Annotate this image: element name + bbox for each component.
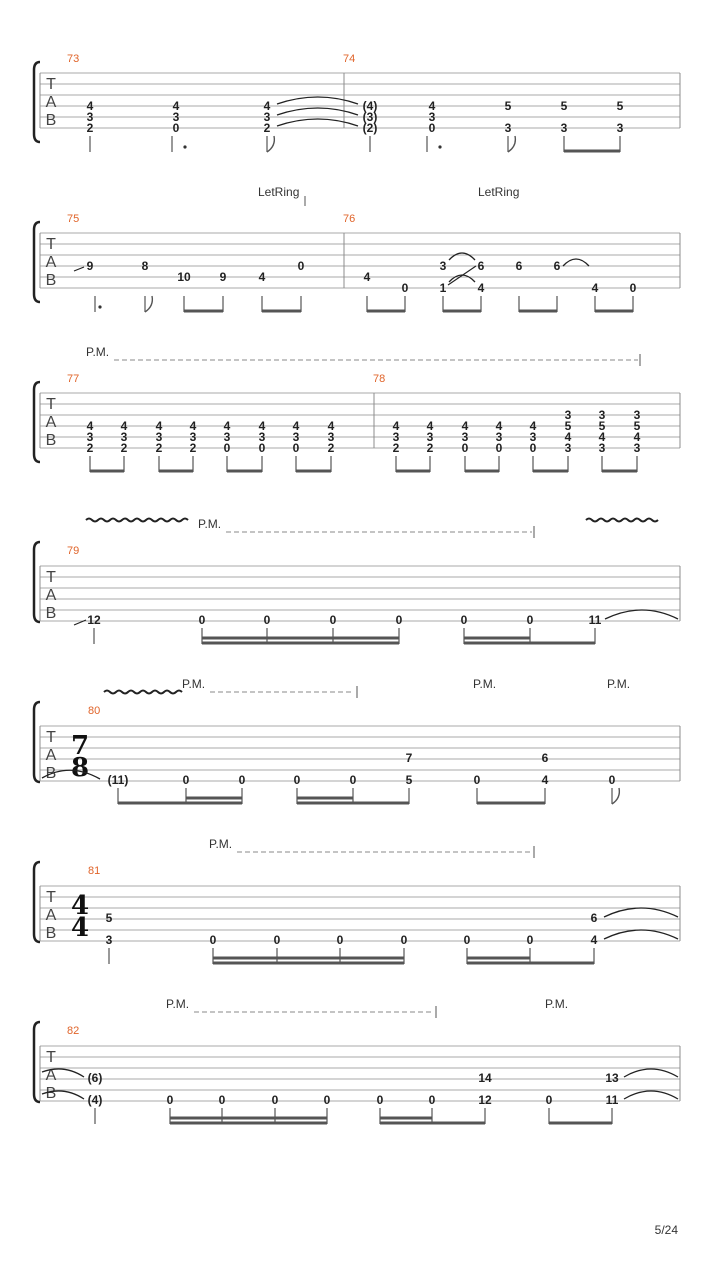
palm-mute-label: P.M. <box>607 677 631 691</box>
fret-number: 5 <box>504 99 512 113</box>
fret-number: 6 <box>541 751 549 765</box>
tab-clef-a: A <box>45 747 57 764</box>
tie <box>277 119 358 126</box>
fret-number: 4 <box>426 419 434 433</box>
system-5 <box>34 677 680 804</box>
fret-number: 0 <box>495 441 503 455</box>
measure-number: 78 <box>373 373 386 385</box>
let-ring-label: LetRing <box>258 185 300 199</box>
fret-number: 5 <box>105 911 113 925</box>
fret-number: 7 <box>405 751 413 765</box>
fret-number: 3 <box>633 408 641 422</box>
fret-number: 0 <box>629 281 637 295</box>
measure-number: 82 <box>67 1025 80 1037</box>
fret-number: 0 <box>401 281 409 295</box>
fret-number: 6 <box>590 911 598 925</box>
fret-number: 0 <box>297 259 305 273</box>
tab-clef-b: B <box>45 925 57 942</box>
fret-number: 2 <box>189 441 197 455</box>
rhythm-stems <box>118 788 619 804</box>
measure-number: 77 <box>67 373 80 385</box>
tab-clef-b: B <box>45 272 57 289</box>
palm-mute-label: P.M. <box>182 677 206 691</box>
tab-clef-a: A <box>45 1067 57 1084</box>
fret-number: (2) <box>362 121 378 135</box>
fret-number: 4 <box>258 419 266 433</box>
measure-number: 73 <box>67 53 80 65</box>
fret-number: 4 <box>633 430 641 444</box>
fret-number: (11) <box>107 773 129 787</box>
fret-number: 3 <box>598 408 606 422</box>
fret-number: 4 <box>172 99 180 113</box>
fret-number: 6 <box>553 259 561 273</box>
fret-number: 9 <box>86 259 94 273</box>
tab-clef-t: T <box>46 569 56 586</box>
system-2 <box>34 185 680 312</box>
fret-number: 0 <box>292 441 300 455</box>
time-signature-bottom: 4 <box>70 913 90 943</box>
fret-number: 0 <box>349 773 357 787</box>
tab-clef-a: A <box>45 94 57 111</box>
palm-mute-label: P.M. <box>473 677 497 691</box>
fret-number: 3 <box>155 430 163 444</box>
fret-number: 0 <box>223 441 231 455</box>
tab-clef-b: B <box>45 1085 57 1102</box>
tie <box>277 108 358 115</box>
fret-number: 0 <box>526 613 534 627</box>
fret-number: 0 <box>428 121 436 135</box>
fret-number: 4 <box>428 99 436 113</box>
fret-number: 4 <box>392 419 400 433</box>
tab-staff <box>40 566 680 621</box>
fret-number: 0 <box>460 613 468 627</box>
measure-number: 74 <box>343 53 356 65</box>
fret-number: 0 <box>329 613 337 627</box>
rhythm-stems <box>109 948 594 964</box>
fret-number: 4 <box>529 419 537 433</box>
fret-number: 3 <box>633 441 641 455</box>
fret-number: 9 <box>219 270 227 284</box>
fret-number: 3 <box>263 110 271 124</box>
fret-number: 3 <box>327 430 335 444</box>
fret-number: 6 <box>515 259 523 273</box>
fret-number: 4 <box>120 419 128 433</box>
fret-number: 5 <box>564 419 572 433</box>
fret-number: 3 <box>189 430 197 444</box>
palm-mute-label: P.M. <box>209 837 233 851</box>
fret-number: 4 <box>461 419 469 433</box>
fret-number: 2 <box>86 441 94 455</box>
tab-clef-t: T <box>46 76 56 93</box>
fret-number: 2 <box>426 441 434 455</box>
fret-number: 3 <box>172 110 180 124</box>
time-signature-bottom: 8 <box>70 753 90 783</box>
fret-number: 0 <box>461 441 469 455</box>
tab-clef-t: T <box>46 236 56 253</box>
tab-staff <box>40 393 680 448</box>
fret-number: 0 <box>218 1093 226 1107</box>
fret-number: 0 <box>166 1093 174 1107</box>
fret-number: (3) <box>362 110 378 124</box>
fret-number: 0 <box>238 773 246 787</box>
tab-staff <box>40 726 680 781</box>
fret-number: 0 <box>526 933 534 947</box>
fret-number: 4 <box>590 933 598 947</box>
tab-clef-b: B <box>45 605 57 622</box>
system-3 <box>34 345 680 472</box>
fret-number: 0 <box>263 613 271 627</box>
fret-number: 3 <box>258 430 266 444</box>
tab-clef-a: A <box>45 587 57 604</box>
fret-number: 0 <box>273 933 281 947</box>
tab-clef-b: B <box>45 432 57 449</box>
fret-number: 0 <box>428 1093 436 1107</box>
fret-number: 0 <box>209 933 217 947</box>
palm-mute-label: P.M. <box>198 517 222 531</box>
fret-number: 2 <box>392 441 400 455</box>
fret-number: 0 <box>258 441 266 455</box>
fret-number: 0 <box>198 613 206 627</box>
vibrato-mark <box>104 691 182 694</box>
fret-number: 0 <box>323 1093 331 1107</box>
fret-number: 6 <box>477 259 485 273</box>
fret-number: 4 <box>263 99 271 113</box>
fret-number: 3 <box>564 408 572 422</box>
fret-number: 2 <box>155 441 163 455</box>
fret-number: 13 <box>605 1071 619 1085</box>
fret-number: 4 <box>258 270 266 284</box>
slide-line <box>448 266 476 285</box>
fret-number: 8 <box>141 259 149 273</box>
fret-number: 10 <box>177 270 191 284</box>
system-bracket <box>34 542 40 622</box>
system-7 <box>34 997 680 1124</box>
time-signature-top: 4 <box>70 891 90 921</box>
fret-number: 2 <box>263 121 271 135</box>
measure-number: 80 <box>88 705 101 717</box>
fret-number: 4 <box>495 419 503 433</box>
tab-clef-b: B <box>45 765 57 782</box>
fret-number: 3 <box>428 110 436 124</box>
measure-number: 75 <box>67 213 80 225</box>
fret-number: 4 <box>86 99 94 113</box>
tie <box>605 610 678 619</box>
page-number: 5/24 <box>654 1223 678 1237</box>
fret-number: 2 <box>327 441 335 455</box>
tie <box>604 908 678 917</box>
fret-number: 11 <box>605 1093 619 1107</box>
fret-number: 12 <box>87 613 101 627</box>
time-signature-top: 7 <box>70 731 90 761</box>
tab-staff <box>40 886 680 941</box>
tab-clef-t: T <box>46 729 56 746</box>
tab-clef-t: T <box>46 889 56 906</box>
fret-number: 0 <box>336 933 344 947</box>
measure-number: 81 <box>88 865 101 877</box>
fret-number: 5 <box>633 419 641 433</box>
tie <box>563 259 589 266</box>
fret-number: (4) <box>362 99 378 113</box>
fret-number: 3 <box>529 430 537 444</box>
fret-number: 4 <box>155 419 163 433</box>
tab-staff <box>40 73 680 128</box>
fret-number: 0 <box>608 773 616 787</box>
system-bracket <box>34 1022 40 1102</box>
fret-number: 4 <box>598 430 606 444</box>
tab-staff <box>40 1046 680 1101</box>
fret-number: 5 <box>598 419 606 433</box>
rhythm-stems <box>95 1108 612 1124</box>
palm-mute-label: P.M. <box>545 997 569 1011</box>
system-6 <box>34 837 680 964</box>
fret-number: 3 <box>86 110 94 124</box>
palm-mute-label: P.M. <box>86 345 110 359</box>
fret-number: 3 <box>120 430 128 444</box>
tab-clef-a: A <box>45 254 57 271</box>
system-bracket <box>34 62 40 142</box>
fret-number: 2 <box>120 441 128 455</box>
fret-number: 4 <box>591 281 599 295</box>
system-bracket <box>34 862 40 942</box>
tab-clef-t: T <box>46 1049 56 1066</box>
fret-number: 3 <box>439 259 447 273</box>
fret-number: 0 <box>172 121 180 135</box>
fret-number: (4) <box>87 1093 103 1107</box>
fret-number: 3 <box>564 441 572 455</box>
system-bracket <box>34 222 40 302</box>
fret-number: 4 <box>541 773 549 787</box>
fret-number: 14 <box>478 1071 492 1085</box>
tab-clef-a: A <box>45 907 57 924</box>
fret-number: 3 <box>292 430 300 444</box>
fret-number: 0 <box>293 773 301 787</box>
system-bracket <box>34 702 40 782</box>
fret-number: 4 <box>477 281 485 295</box>
fret-number: 2 <box>86 121 94 135</box>
fret-number: 0 <box>271 1093 279 1107</box>
fret-number: 0 <box>529 441 537 455</box>
fret-number: 1 <box>439 281 447 295</box>
fret-number: 3 <box>105 933 113 947</box>
fret-number: 3 <box>616 121 624 135</box>
tab-clef-t: T <box>46 396 56 413</box>
fret-number: 5 <box>405 773 413 787</box>
rhythm-stems <box>94 628 595 644</box>
fret-number: 3 <box>495 430 503 444</box>
fret-number: 3 <box>598 441 606 455</box>
tie <box>604 930 678 939</box>
fret-number: 3 <box>461 430 469 444</box>
fret-number: 0 <box>376 1093 384 1107</box>
slur <box>449 253 475 260</box>
palm-mute-label: P.M. <box>166 997 190 1011</box>
fret-number: 11 <box>588 613 602 627</box>
let-ring-label: LetRing <box>478 185 520 199</box>
vibrato-mark <box>586 519 658 522</box>
fret-number: 4 <box>363 270 371 284</box>
fret-number: 3 <box>86 430 94 444</box>
measure-number: 79 <box>67 545 80 557</box>
fret-number: 4 <box>564 430 572 444</box>
tab-staff <box>40 233 680 288</box>
system-4 <box>34 517 680 644</box>
fret-number: 5 <box>616 99 624 113</box>
fret-number: 4 <box>223 419 231 433</box>
fret-number: 3 <box>223 430 231 444</box>
fret-number: 4 <box>189 419 197 433</box>
fret-number: 3 <box>504 121 512 135</box>
fret-number: 3 <box>392 430 400 444</box>
fret-number: 0 <box>395 613 403 627</box>
system-1 <box>34 53 680 152</box>
fret-number: (6) <box>87 1071 103 1085</box>
fret-number: 0 <box>182 773 190 787</box>
fret-number: 0 <box>473 773 481 787</box>
fret-number: 3 <box>426 430 434 444</box>
tie <box>624 1091 678 1099</box>
fret-number: 12 <box>478 1093 492 1107</box>
rhythm-stems <box>90 456 637 472</box>
fret-number: 4 <box>86 419 94 433</box>
tie <box>277 97 358 104</box>
rhythm-stems <box>95 296 633 312</box>
tab-clef-a: A <box>45 414 57 431</box>
fret-number: 4 <box>327 419 335 433</box>
tie <box>624 1069 678 1077</box>
rhythm-stems <box>90 136 620 152</box>
fret-number: 4 <box>292 419 300 433</box>
fret-number: 5 <box>560 99 568 113</box>
measure-number: 76 <box>343 213 356 225</box>
fret-number: 0 <box>545 1093 553 1107</box>
system-bracket <box>34 382 40 462</box>
fret-number: 0 <box>400 933 408 947</box>
fret-number: 0 <box>463 933 471 947</box>
tab-clef-b: B <box>45 112 57 129</box>
vibrato-mark <box>86 519 188 522</box>
fret-number: 3 <box>560 121 568 135</box>
